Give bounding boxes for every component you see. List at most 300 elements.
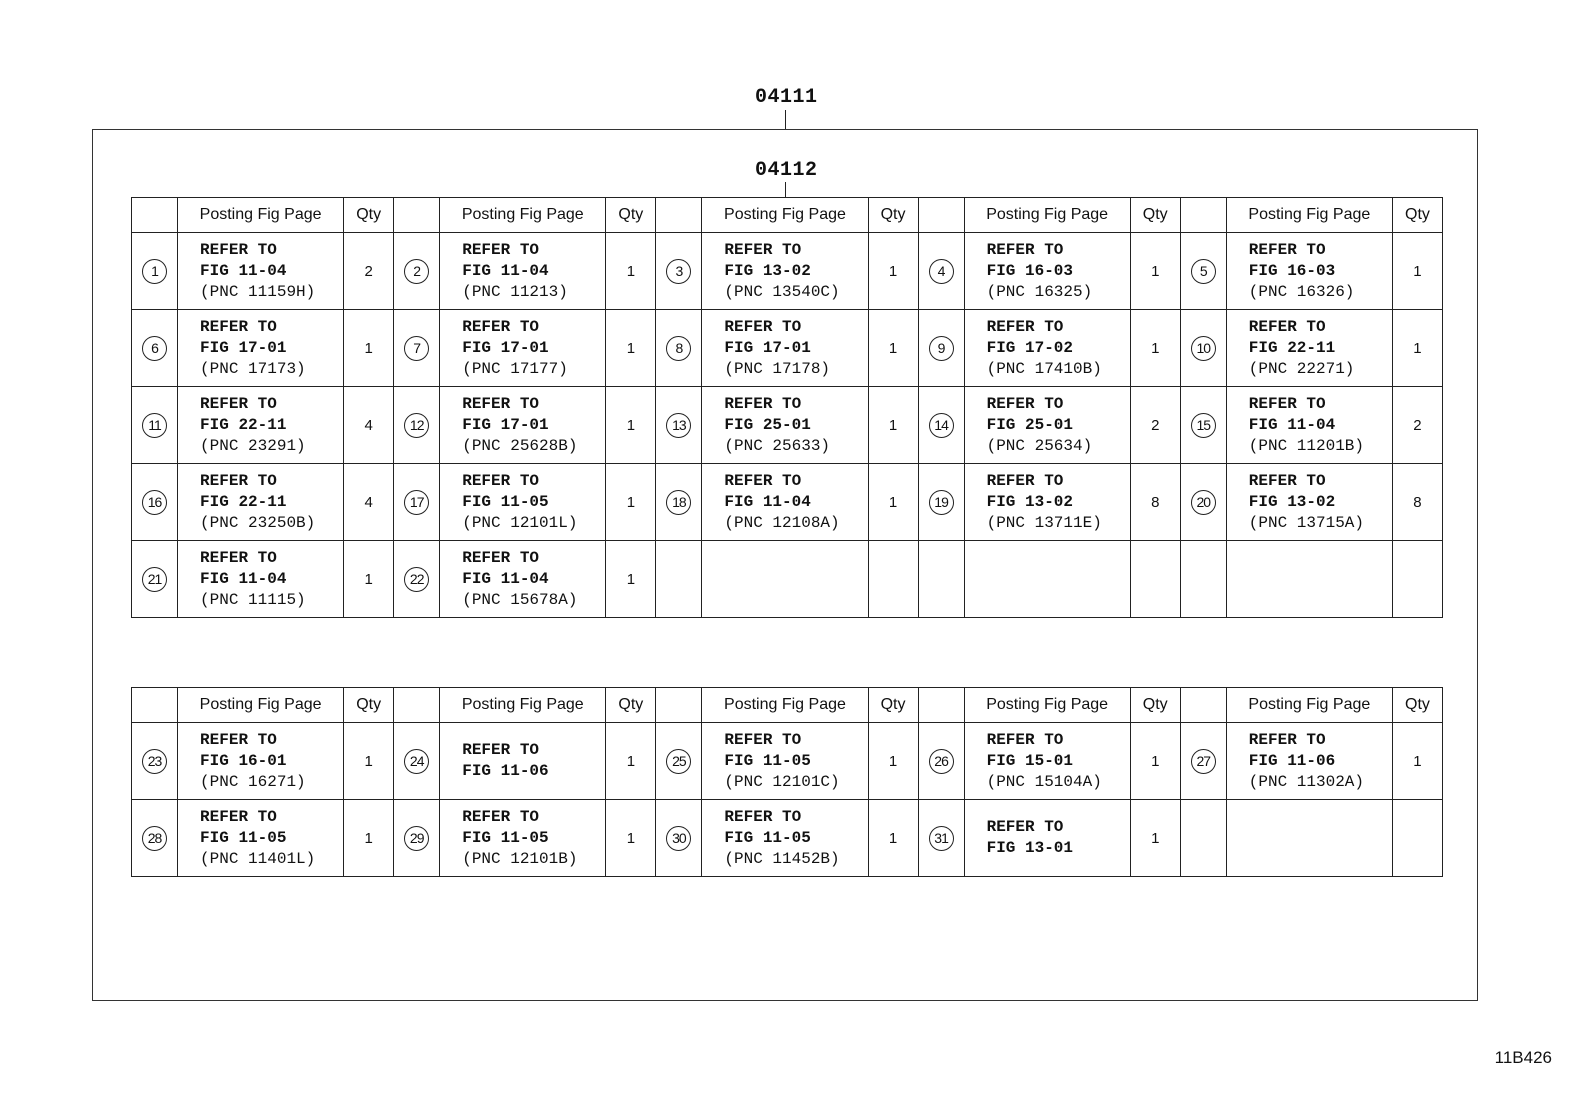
refer-to-text: REFER TO — [462, 471, 540, 490]
refer-to-text: REFER TO — [1248, 240, 1326, 259]
header-blank — [394, 198, 440, 233]
reference-cell — [440, 387, 606, 464]
item-number-cell — [918, 541, 964, 618]
quantity-value: 1 — [626, 570, 636, 588]
pnc-reference: (PNC 17178) — [724, 359, 831, 378]
reference-cell — [702, 233, 868, 310]
quantity-value: 8 — [1413, 493, 1422, 511]
parts-table-lower — [131, 687, 1443, 877]
refer-to-text: REFER TO — [462, 807, 540, 826]
quantity-cell — [1392, 387, 1442, 464]
figure-reference: FIG 11-05 — [200, 828, 287, 847]
quantity-value: 1 — [626, 262, 636, 280]
quantity-value: 2 — [364, 262, 373, 280]
quantity-cell — [344, 233, 394, 310]
item-number-badge: 3 — [666, 259, 691, 284]
refer-to-text: REFER TO — [1248, 730, 1326, 749]
reference-cell — [440, 541, 606, 618]
pnc-reference: (PNC 16271) — [200, 772, 306, 791]
quantity-cell — [1130, 800, 1180, 877]
pnc-reference: (PNC 12101C) — [724, 772, 840, 791]
header-blank — [918, 198, 964, 233]
quantity-value: 1 — [888, 416, 898, 434]
reference-cell — [178, 387, 344, 464]
reference-cell — [1226, 723, 1392, 800]
refer-to-text: REFER TO — [462, 548, 540, 567]
pnc-reference: (PNC 11159H) — [200, 282, 316, 301]
item-number-badge: 16 — [142, 490, 167, 515]
item-number-cell — [394, 723, 440, 800]
quantity-cell — [1392, 233, 1442, 310]
pnc-reference: (PNC 25634) — [986, 436, 1093, 455]
quantity-cell — [1130, 723, 1180, 800]
header-blank — [1180, 198, 1226, 233]
refer-to-text: REFER TO — [462, 741, 540, 759]
header-posting-fig-page: Posting Fig Page — [440, 688, 606, 723]
refer-to-text: REFER TO — [1248, 317, 1326, 336]
pnc-reference: (PNC 25633) — [724, 436, 831, 455]
quantity-value: 1 — [626, 829, 636, 847]
refer-to-text: REFER TO — [462, 240, 540, 259]
item-number-badge: 28 — [142, 826, 167, 851]
reference-cell — [440, 310, 606, 387]
figure-reference: FIG 22-11 — [200, 415, 287, 434]
item-number-cell — [132, 310, 178, 387]
pnc-reference: (PNC 23250B) — [200, 513, 316, 532]
header-qty: Qty — [1130, 198, 1180, 233]
refer-to-text: REFER TO — [986, 394, 1064, 413]
item-number-badge: 24 — [404, 749, 429, 774]
quantity-cell — [606, 723, 656, 800]
refer-to-text: REFER TO — [724, 730, 802, 749]
quantity-value: 1 — [1151, 829, 1160, 847]
reference-cell — [178, 233, 344, 310]
reference-cell — [702, 464, 868, 541]
header-posting-fig-page: Posting Fig Page — [964, 198, 1130, 233]
assembly-code-04112: 04112 — [755, 159, 818, 182]
item-number-badge: 21 — [142, 567, 167, 592]
item-number-badge: 27 — [1191, 749, 1216, 774]
item-number-badge: 4 — [929, 259, 954, 284]
quantity-cell — [868, 800, 918, 877]
pnc-reference: (PNC 11401L) — [200, 849, 316, 868]
drawing-code: 11B426 — [1494, 1048, 1552, 1067]
header-blank — [394, 688, 440, 723]
pnc-reference: (PNC 25628B) — [462, 436, 578, 455]
reference-cell — [702, 541, 868, 618]
header-blank — [132, 198, 178, 233]
header-qty: Qty — [344, 688, 394, 723]
refer-to-text: REFER TO — [200, 240, 277, 259]
quantity-cell — [344, 723, 394, 800]
refer-to-text: REFER TO — [200, 548, 277, 567]
refer-to-text: REFER TO — [724, 471, 802, 490]
header-qty: Qty — [606, 688, 656, 723]
item-number-cell — [394, 233, 440, 310]
quantity-cell — [606, 464, 656, 541]
refer-to-text: REFER TO — [200, 730, 277, 749]
table-row — [132, 800, 1443, 877]
reference-cell — [178, 464, 344, 541]
figure-reference: FIG 11-06 — [1248, 751, 1336, 770]
quantity-value: 1 — [1151, 339, 1160, 357]
figure-reference: FIG 17-01 — [200, 338, 287, 357]
figure-reference: FIG 13-02 — [986, 492, 1074, 511]
reference-cell — [1226, 310, 1392, 387]
quantity-value: 4 — [364, 416, 373, 434]
pnc-reference: (PNC 17410B) — [986, 359, 1102, 378]
refer-to-text: REFER TO — [724, 394, 802, 413]
header-row — [132, 198, 1443, 233]
item-number-cell — [656, 387, 702, 464]
reference-cell — [178, 723, 344, 800]
item-number-cell — [918, 387, 964, 464]
figure-reference: FIG 16-01 — [200, 751, 287, 770]
quantity-cell — [868, 464, 918, 541]
item-number-cell — [132, 800, 178, 877]
refer-to-text: REFER TO — [986, 471, 1064, 490]
quantity-value: 1 — [626, 752, 636, 770]
item-number-badge: 5 — [1191, 259, 1216, 284]
assembly-code-04111: 04111 — [755, 86, 818, 109]
reference-cell — [178, 310, 344, 387]
reference-cell — [1226, 541, 1392, 618]
quantity-cell — [868, 723, 918, 800]
item-number-cell — [656, 541, 702, 618]
figure-reference: FIG 11-05 — [462, 492, 549, 511]
item-number-cell — [394, 310, 440, 387]
header-row — [132, 688, 1443, 723]
refer-to-text: REFER TO — [200, 807, 277, 826]
table-row — [132, 310, 1443, 387]
pnc-reference: (PNC 12101B) — [462, 849, 578, 868]
header-qty: Qty — [606, 198, 656, 233]
figure-reference: FIG 16-03 — [1248, 261, 1336, 280]
item-number-cell — [394, 541, 440, 618]
quantity-cell — [1392, 310, 1442, 387]
pnc-reference: (PNC 11302A) — [1248, 772, 1364, 791]
figure-reference: FIG 13-02 — [724, 261, 811, 280]
refer-to-text: REFER TO — [724, 807, 802, 826]
item-number-cell — [918, 800, 964, 877]
leader-line-04111 — [785, 110, 786, 129]
reference-cell — [1226, 387, 1392, 464]
item-number-badge: 18 — [666, 490, 691, 515]
item-number-cell — [132, 387, 178, 464]
quantity-cell — [1392, 723, 1442, 800]
quantity-cell — [868, 541, 918, 618]
reference-cell — [964, 387, 1130, 464]
header-posting-fig-page: Posting Fig Page — [964, 688, 1130, 723]
pnc-reference: (PNC 23291) — [200, 436, 306, 455]
header-qty: Qty — [1392, 688, 1442, 723]
pnc-reference: (PNC 12101L) — [462, 513, 578, 532]
item-number-badge: 10 — [1191, 336, 1216, 361]
item-number-cell — [132, 541, 178, 618]
reference-cell — [440, 464, 606, 541]
header-posting-fig-page: Posting Fig Page — [1226, 198, 1392, 233]
leader-line-04112 — [785, 182, 786, 198]
reference-cell — [702, 723, 868, 800]
reference-cell — [1226, 233, 1392, 310]
item-number-cell — [132, 233, 178, 310]
refer-to-text: REFER TO — [986, 317, 1064, 336]
item-number-cell — [656, 723, 702, 800]
reference-cell — [178, 541, 344, 618]
refer-to-text: REFER TO — [986, 730, 1064, 749]
item-number-cell — [918, 233, 964, 310]
figure-reference: FIG 11-06 — [462, 762, 549, 780]
item-number-badge: 8 — [666, 336, 691, 361]
refer-to-text: REFER TO — [462, 394, 540, 413]
quantity-cell — [1130, 387, 1180, 464]
item-number-cell — [394, 387, 440, 464]
pnc-reference: (PNC 11452B) — [724, 849, 840, 868]
reference-cell — [440, 800, 606, 877]
quantity-value: 2 — [1151, 416, 1160, 434]
quantity-value: 8 — [1151, 493, 1160, 511]
reference-cell — [964, 800, 1130, 877]
header-posting-fig-page: Posting Fig Page — [702, 198, 868, 233]
reference-cell — [964, 541, 1130, 618]
quantity-cell — [344, 310, 394, 387]
table-row — [132, 541, 1443, 618]
quantity-cell — [606, 800, 656, 877]
item-number-cell — [1180, 464, 1226, 541]
item-number-badge: 23 — [142, 749, 167, 774]
item-number-cell — [132, 723, 178, 800]
quantity-cell — [606, 233, 656, 310]
item-number-badge: 2 — [404, 259, 429, 284]
quantity-value: 1 — [364, 339, 373, 357]
refer-to-text: REFER TO — [462, 317, 540, 336]
table-row — [132, 464, 1443, 541]
pnc-reference: (PNC 13715A) — [1248, 513, 1364, 532]
quantity-cell — [1130, 464, 1180, 541]
quantity-value: 1 — [888, 262, 898, 280]
header-posting-fig-page: Posting Fig Page — [702, 688, 868, 723]
quantity-value: 1 — [626, 339, 636, 357]
refer-to-text: REFER TO — [1248, 394, 1326, 413]
quantity-cell — [1130, 541, 1180, 618]
pnc-reference: (PNC 11115) — [200, 590, 306, 609]
reference-cell — [964, 310, 1130, 387]
pnc-reference: (PNC 13711E) — [986, 513, 1102, 532]
header-posting-fig-page: Posting Fig Page — [178, 198, 344, 233]
pnc-reference: (PNC 16325) — [986, 282, 1093, 301]
figure-reference: FIG 11-04 — [724, 492, 811, 511]
quantity-value: 2 — [1413, 416, 1422, 434]
item-number-cell — [1180, 387, 1226, 464]
figure-reference: FIG 25-01 — [724, 415, 811, 434]
quantity-cell — [606, 387, 656, 464]
quantity-cell — [344, 541, 394, 618]
reference-cell — [964, 723, 1130, 800]
item-number-badge: 20 — [1191, 490, 1216, 515]
table-row — [132, 387, 1443, 464]
quantity-cell — [606, 541, 656, 618]
item-number-cell — [1180, 723, 1226, 800]
reference-cell — [964, 233, 1130, 310]
header-posting-fig-page: Posting Fig Page — [1226, 688, 1392, 723]
reference-cell — [178, 800, 344, 877]
pnc-reference: (PNC 15104A) — [986, 772, 1102, 791]
pnc-reference: (PNC 11213) — [462, 282, 568, 301]
quantity-value: 1 — [364, 570, 373, 588]
quantity-cell — [868, 233, 918, 310]
figure-reference: FIG 11-05 — [724, 828, 811, 847]
quantity-cell — [344, 800, 394, 877]
quantity-cell — [606, 310, 656, 387]
header-blank — [656, 198, 702, 233]
quantity-cell — [1392, 541, 1442, 618]
figure-reference: FIG 11-04 — [1248, 415, 1336, 434]
header-qty: Qty — [1130, 688, 1180, 723]
header-posting-fig-page: Posting Fig Page — [440, 198, 606, 233]
item-number-cell — [394, 800, 440, 877]
quantity-value: 1 — [888, 829, 898, 847]
header-qty: Qty — [868, 198, 918, 233]
figure-reference: FIG 22-11 — [1248, 338, 1336, 357]
item-number-cell — [1180, 233, 1226, 310]
item-number-badge: 29 — [404, 826, 429, 851]
item-number-cell — [132, 464, 178, 541]
item-number-badge: 11 — [142, 413, 167, 438]
quantity-value: 1 — [1413, 752, 1422, 770]
item-number-badge: 26 — [929, 749, 954, 774]
item-number-cell — [656, 800, 702, 877]
item-number-badge: 30 — [666, 826, 691, 851]
quantity-cell — [868, 310, 918, 387]
item-number-badge: 13 — [666, 413, 691, 438]
header-qty: Qty — [1392, 198, 1442, 233]
quantity-value: 1 — [888, 752, 898, 770]
header-blank — [132, 688, 178, 723]
item-number-cell — [918, 310, 964, 387]
header-blank — [1180, 688, 1226, 723]
figure-reference: FIG 17-02 — [986, 338, 1074, 357]
figure-reference: FIG 15-01 — [986, 751, 1074, 770]
pnc-reference: (PNC 17177) — [462, 359, 568, 378]
header-qty: Qty — [344, 198, 394, 233]
figure-reference: FIG 17-01 — [462, 415, 549, 434]
refer-to-text: REFER TO — [200, 471, 277, 490]
item-number-badge: 12 — [404, 413, 429, 438]
item-number-badge: 22 — [404, 567, 429, 592]
quantity-cell — [1392, 464, 1442, 541]
header-qty: Qty — [868, 688, 918, 723]
quantity-value: 1 — [364, 752, 373, 770]
header-blank — [918, 688, 964, 723]
reference-cell — [440, 723, 606, 800]
refer-to-text: REFER TO — [200, 394, 277, 413]
parts-table-upper — [131, 197, 1443, 618]
table-row — [132, 723, 1443, 800]
quantity-value: 1 — [1413, 262, 1422, 280]
refer-to-text: REFER TO — [724, 240, 802, 259]
pnc-reference: (PNC 22271) — [1248, 359, 1355, 378]
pnc-reference: (PNC 16326) — [1248, 282, 1355, 301]
quantity-cell — [344, 464, 394, 541]
reference-cell — [1226, 464, 1392, 541]
item-number-cell — [656, 464, 702, 541]
refer-to-text: REFER TO — [200, 317, 277, 336]
pnc-reference: (PNC 13540C) — [724, 282, 840, 301]
quantity-value: 1 — [888, 493, 898, 511]
item-number-badge: 15 — [1191, 413, 1216, 438]
item-number-cell — [394, 464, 440, 541]
figure-reference: FIG 11-04 — [462, 261, 549, 280]
refer-to-text: REFER TO — [724, 317, 802, 336]
quantity-cell — [1130, 233, 1180, 310]
refer-to-text: REFER TO — [986, 818, 1064, 836]
figure-reference: FIG 17-01 — [724, 338, 811, 357]
reference-cell — [1226, 800, 1392, 877]
item-number-cell — [918, 723, 964, 800]
item-number-badge: 31 — [929, 826, 954, 851]
quantity-value: 1 — [1413, 339, 1422, 357]
header-posting-fig-page: Posting Fig Page — [178, 688, 344, 723]
reference-cell — [440, 233, 606, 310]
quantity-value: 1 — [626, 493, 636, 511]
item-number-badge: 6 — [142, 336, 167, 361]
pnc-reference: (PNC 11201B) — [1248, 436, 1364, 455]
figure-reference: FIG 11-05 — [724, 751, 811, 770]
figure-reference: FIG 11-04 — [200, 569, 287, 588]
quantity-value: 4 — [364, 493, 373, 511]
reference-cell — [702, 387, 868, 464]
reference-cell — [964, 464, 1130, 541]
item-number-cell — [1180, 800, 1226, 877]
quantity-cell — [868, 387, 918, 464]
quantity-cell — [1392, 800, 1442, 877]
reference-cell — [702, 310, 868, 387]
item-number-badge: 25 — [666, 749, 691, 774]
item-number-cell — [918, 464, 964, 541]
pnc-reference: (PNC 12108A) — [724, 513, 840, 532]
figure-reference: FIG 13-01 — [986, 839, 1074, 857]
pnc-reference: (PNC 15678A) — [462, 590, 578, 609]
pnc-reference: (PNC 17173) — [200, 359, 306, 378]
table-row — [132, 233, 1443, 310]
figure-reference: FIG 11-05 — [462, 828, 549, 847]
item-number-badge: 17 — [404, 490, 429, 515]
item-number-badge: 19 — [929, 490, 954, 515]
quantity-cell — [344, 387, 394, 464]
quantity-value: 1 — [364, 829, 373, 847]
quantity-value: 1 — [888, 339, 898, 357]
figure-reference: FIG 25-01 — [986, 415, 1074, 434]
item-number-cell — [1180, 541, 1226, 618]
quantity-value: 1 — [1151, 262, 1160, 280]
item-number-badge: 14 — [929, 413, 954, 438]
figure-reference: FIG 22-11 — [200, 492, 287, 511]
figure-reference: FIG 11-04 — [200, 261, 287, 280]
item-number-cell — [656, 310, 702, 387]
figure-reference: FIG 17-01 — [462, 338, 549, 357]
figure-reference: FIG 16-03 — [986, 261, 1074, 280]
refer-to-text: REFER TO — [986, 240, 1064, 259]
refer-to-text: REFER TO — [1248, 471, 1326, 490]
quantity-cell — [1130, 310, 1180, 387]
item-number-badge: 7 — [404, 336, 429, 361]
item-number-badge: 1 — [142, 259, 167, 284]
item-number-cell — [656, 233, 702, 310]
quantity-value: 1 — [626, 416, 636, 434]
reference-cell — [702, 800, 868, 877]
header-blank — [656, 688, 702, 723]
quantity-value: 1 — [1151, 752, 1160, 770]
